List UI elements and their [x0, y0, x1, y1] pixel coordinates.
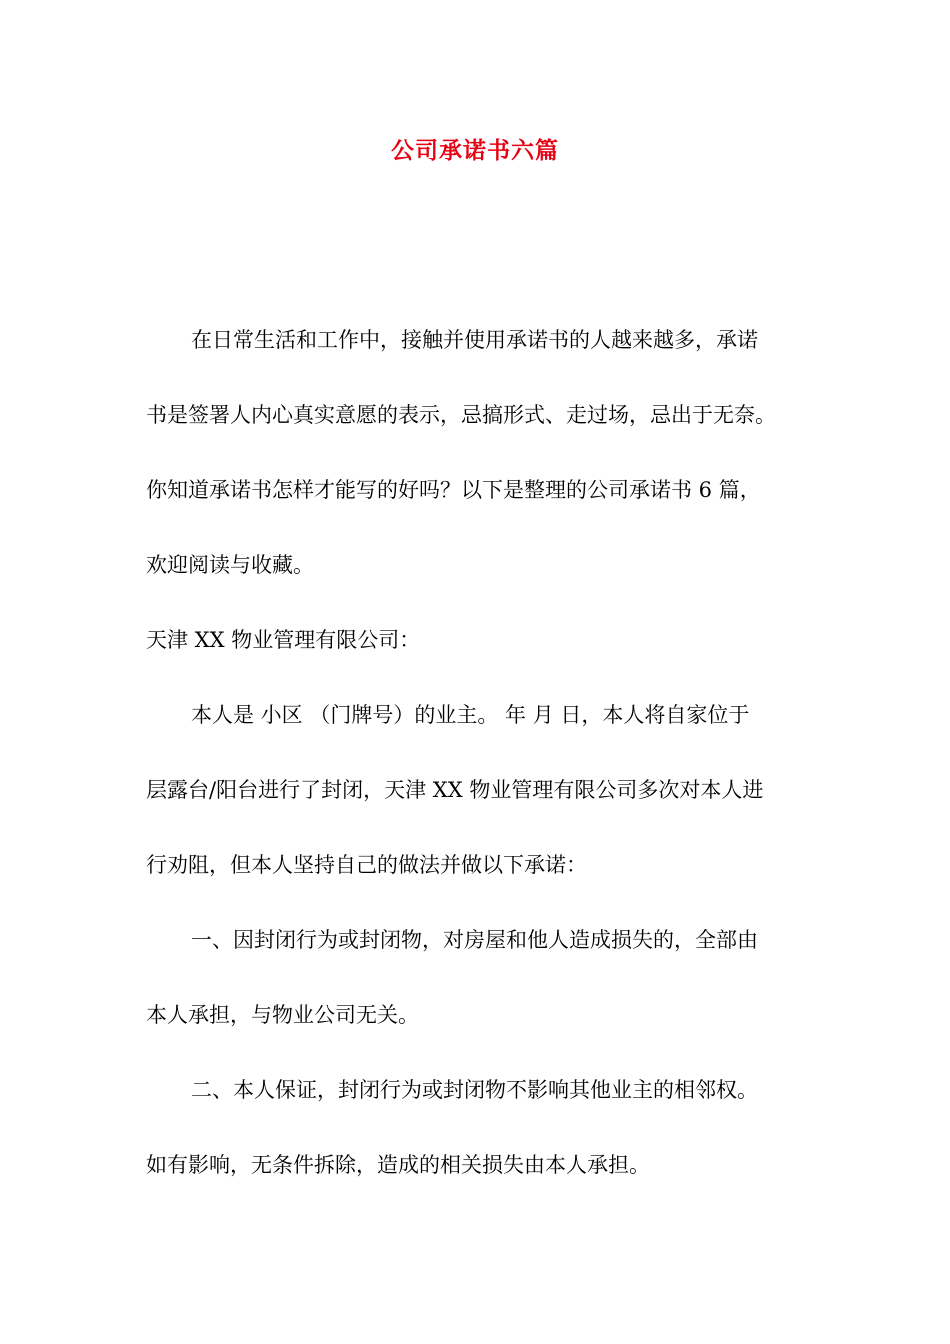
paragraph-line: 你知道承诺书怎样才能写的好吗？以下是整理的公司承诺书 6 篇，: [146, 478, 761, 502]
paragraph-line: 在日常生活和工作中，接触并使用承诺书的人越来越多，承诺: [191, 328, 758, 352]
document-body: [146, 320, 826, 1220]
paragraph-line: 本人承担，与物业公司无关。: [146, 1003, 419, 1027]
addressee-line: 天津 XX 物业管理有限公司：: [146, 628, 421, 652]
paragraph-line: 一、因封闭行为或封闭物，对房屋和他人造成损失的，全部由: [191, 928, 758, 952]
paragraph-line: 二、本人保证，封闭行为或封闭物不影响其他业主的相邻权。: [191, 1078, 758, 1102]
paragraph-line: 如有影响，无条件拆除，造成的相关损失由本人承担。: [146, 1153, 650, 1177]
paragraph-line: 本人是 小区 （门牌号）的业主。 年 月 日，本人将自家位于: [191, 703, 750, 727]
paragraph-line: 层露台/阳台进行了封闭，天津 XX 物业管理有限公司多次对本人进: [146, 778, 764, 802]
document-title: 公司承诺书六篇: [391, 138, 559, 164]
paragraph-line: 行劝阻，但本人坚持自己的做法并做以下承诺：: [146, 853, 587, 877]
paragraph-line: 书是签署人内心真实意愿的表示，忌搞形式、走过场，忌出于无奈。: [146, 403, 776, 427]
paragraph-line: 欢迎阅读与收藏。: [146, 553, 314, 577]
